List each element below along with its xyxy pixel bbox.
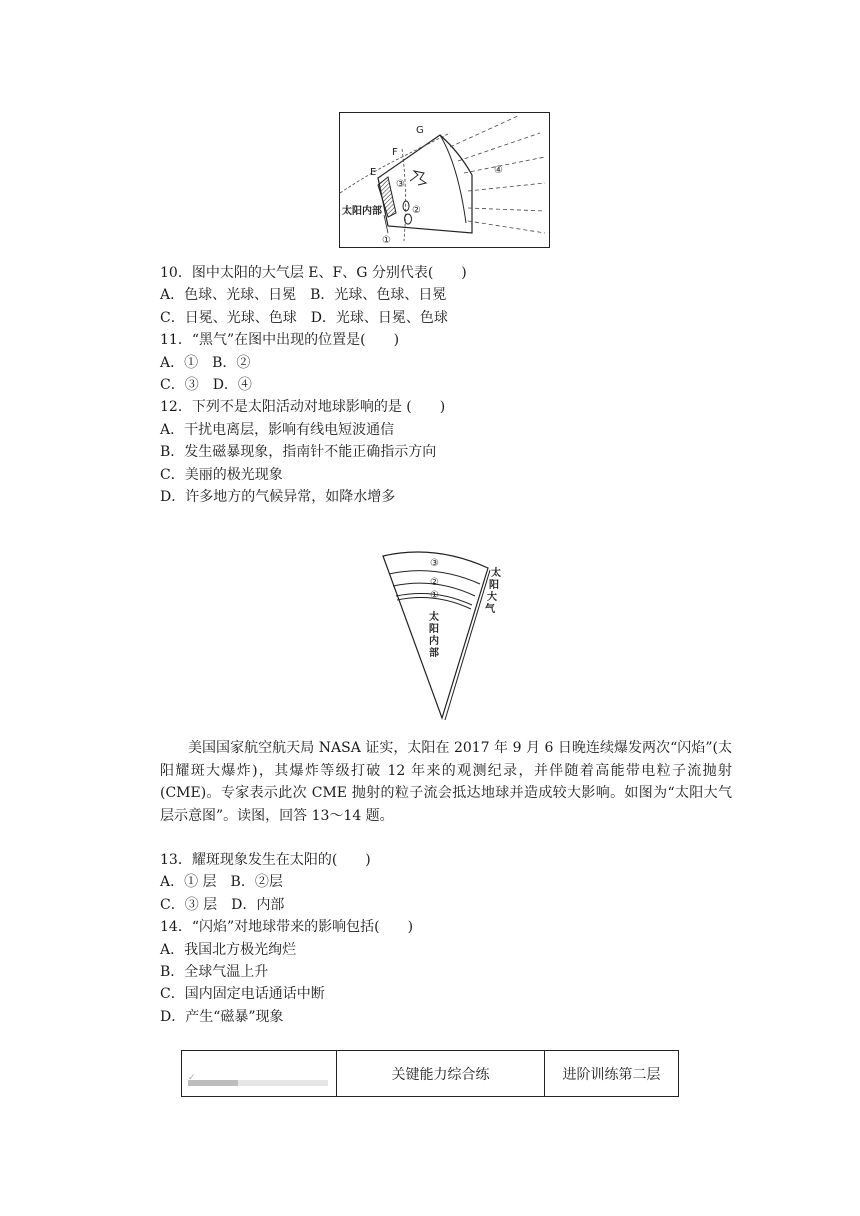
question-option: C．③ 层 D．内部 [160, 896, 285, 913]
question-option: C．③ D．④ [160, 377, 252, 394]
label-interior-char: 阳 [429, 624, 439, 635]
question-option: A．色球、光球、日冕 B．光球、色球、日冕 [160, 287, 447, 304]
label-circled-1: ① [382, 235, 391, 246]
label-atmosphere-char: 气 [485, 604, 495, 615]
question-stem: 10．图中太阳的大气层 E、F、G 分别代表( ) [160, 265, 467, 281]
label-circled-3: ③ [430, 558, 439, 569]
sun-structure-figure-1 [339, 112, 550, 248]
check-icon: ✓ [188, 1072, 196, 1083]
question-option: B．发生磁暴现象，指南针不能正确指示方向 [160, 444, 437, 461]
question-stem: 13．耀斑现象发生在太阳的( ) [160, 852, 371, 868]
label-circled-2: ② [412, 205, 421, 216]
question-option: C．日冕、光球、色球 D．光球、日冕、色球 [160, 309, 448, 326]
section-title-cell: 关键能力综合练 [337, 1051, 545, 1096]
sun-atmosphere-figure-2 [380, 548, 510, 723]
label-atmosphere-char: 阳 [489, 580, 499, 591]
question-option: C．美丽的极光现象 [160, 466, 283, 483]
section-header-table [181, 1050, 679, 1097]
reading-passage: 美国国家航空航天局 NASA 证实，太阳在 2017 年 9 月 6 日晚连续爆发两次“闪焰”(太阳耀斑大爆炸)，其爆炸等级打破 12 年来的观测纪录，并伴随着高能带电粒子流抛射(CME)。专家表示此次 CME 抛射的粒子流会抵达地球并造成较大影响。如图为“太阳大气层示意图”。读图，回答 13～14 题。 [160, 740, 732, 824]
question-block-13-14 [160, 849, 413, 1028]
label-G: G [416, 125, 424, 136]
question-option: A．我国北方极光绚烂 [160, 941, 297, 958]
progress-bar [188, 1072, 328, 1086]
label-F: F [392, 147, 398, 158]
label-circled-3: ③ [396, 179, 405, 190]
question-stem: 14．“闪焰”对地球带来的影响包括( ) [160, 919, 414, 936]
section-level-cell: 进阶训练第二层 [562, 1066, 661, 1083]
question-option: D．产生“磁暴”现象 [160, 1008, 284, 1025]
question-stem: 11．“黑气”在图中出现的位置是( ) [160, 332, 400, 349]
question-block-10-12 [160, 262, 467, 508]
prominence-shape [410, 171, 426, 185]
sun-sector-diagram-1 [340, 113, 548, 246]
sun-sector-diagram-2 [380, 548, 510, 723]
label-atmosphere-char: 太 [491, 568, 501, 579]
question-option: C．国内固定电话通话中断 [160, 986, 325, 1003]
label-interior-char: 内 [429, 636, 439, 647]
dashed-arc [340, 133, 450, 193]
label-E: E [370, 167, 377, 178]
label-circled-4: ④ [494, 165, 503, 176]
question-option: B．全球气温上升 [160, 964, 269, 981]
question-option: D．许多地方的气候异常，如降水增多 [160, 489, 396, 506]
question-option: A．① B．② [160, 354, 251, 371]
label-interior-char: 部 [429, 648, 439, 659]
progress-cell [182, 1051, 337, 1096]
label-circled-2: ② [430, 577, 439, 588]
label-interior-char: 太 [429, 612, 439, 623]
label-atmosphere-char: 大 [487, 592, 497, 603]
question-option: A．干扰电离层，影响有线电短波通信 [160, 421, 395, 438]
label-sun-interior: 太阳内部 [342, 206, 382, 217]
label-circled-1: ① [430, 590, 439, 601]
question-option: A．① 层 B．②层 [160, 874, 283, 891]
question-stem: 12．下列不是太阳活动对地球影响的是 ( ) [160, 399, 446, 416]
sunspot-oval-1 [403, 201, 409, 211]
